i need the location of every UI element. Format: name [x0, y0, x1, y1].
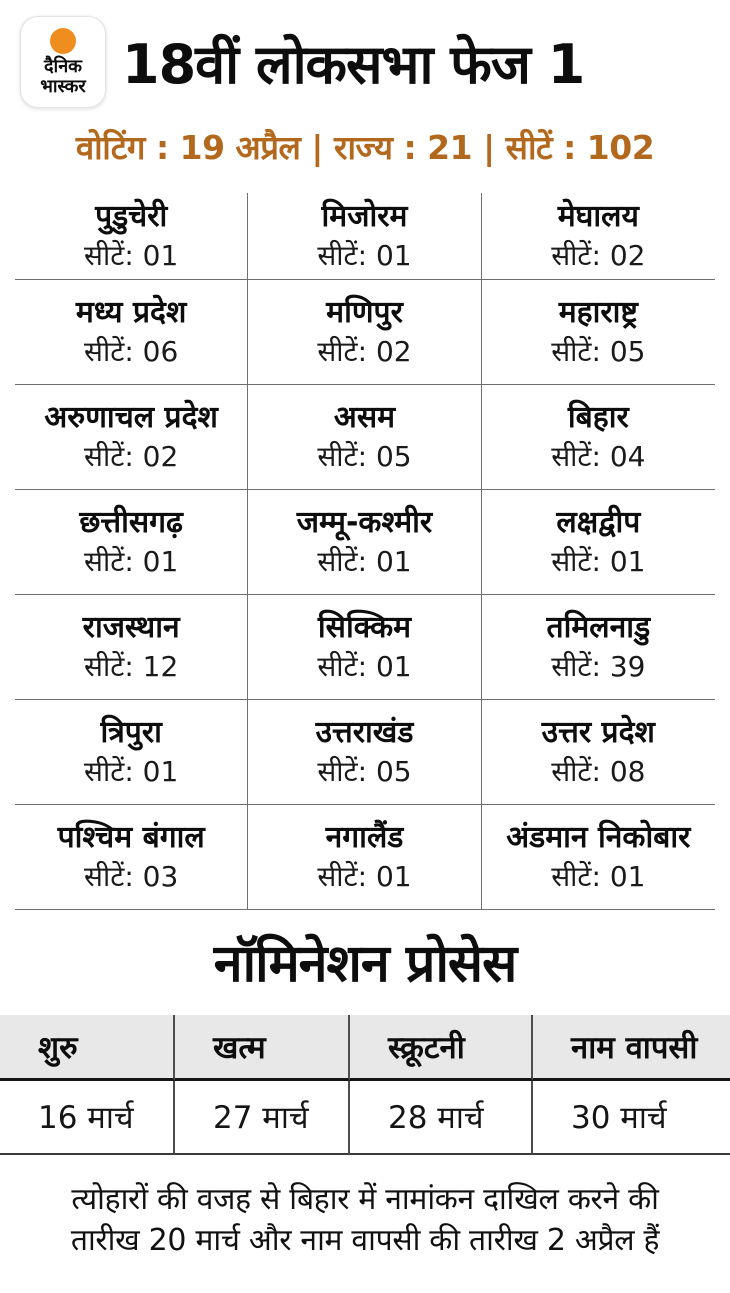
state-seats: सीटें: 05: [317, 439, 412, 473]
state-seats: सीटें: 06: [84, 334, 179, 368]
state-seats: सीटें: 01: [84, 544, 179, 578]
state-name: छत्तीसगढ़: [79, 505, 183, 541]
state-name: त्रिपुरा: [100, 715, 162, 751]
state-name: मध्य प्रदेश: [75, 295, 187, 331]
state-seats: सीटें: 02: [551, 238, 646, 272]
state-name: पुडुचेरी: [95, 199, 168, 235]
state-cell: [482, 595, 715, 700]
table-value-scrutiny: 28 मार्च: [350, 1081, 533, 1155]
state-cell: [15, 805, 248, 910]
state-seats: सीटें: 01: [317, 649, 412, 683]
nomination-table: [0, 1015, 730, 1155]
state-name: मणिपुर: [326, 295, 403, 331]
page-title: 18वीं लोकसभा फेज 1: [122, 33, 585, 96]
state-cell: [248, 193, 481, 280]
state-name: मिजोरम: [321, 199, 408, 235]
table-value-end: 27 मार्च: [175, 1081, 350, 1155]
dainik-bhaskar-logo: [20, 16, 106, 108]
state-seats: सीटें: 01: [317, 238, 412, 272]
state-seats: सीटें: 01: [317, 544, 412, 578]
logo-text-line2: भास्कर: [40, 75, 86, 97]
state-cell: [15, 700, 248, 805]
state-name: मेघालय: [557, 199, 639, 235]
logo-text: [40, 57, 86, 96]
table-header-end: खत्म: [175, 1015, 350, 1081]
state-seats: सीटें: 02: [84, 439, 179, 473]
state-cell: [15, 385, 248, 490]
state-name: तमिलनाडु: [546, 610, 651, 646]
state-name: पश्चिम बंगाल: [57, 820, 205, 856]
state-cell: [248, 805, 481, 910]
footnote-line1: त्योहारों की वजह से बिहार में नामांकन दाखिल करने की: [71, 1182, 659, 1217]
state-seats: सीटें: 01: [84, 754, 179, 788]
state-name: अरुणाचल प्रदेश: [44, 400, 218, 436]
state-cell: [482, 193, 715, 280]
state-seats: सीटें: 03: [84, 859, 179, 893]
state-seats: सीटें: 01: [317, 859, 412, 893]
state-name: असम: [333, 400, 396, 436]
logo-text-line1: दैनिक: [43, 56, 83, 78]
state-name: अंडमान निकोबार: [506, 820, 691, 856]
nomination-process-title: नॉमिनेशन प्रोसेस: [213, 934, 517, 994]
state-cell: [248, 280, 481, 385]
state-name: सिक्किम: [317, 610, 412, 646]
state-seats: सीटें: 01: [551, 544, 646, 578]
footnote: [0, 1179, 730, 1261]
state-name: महाराष्ट्र: [558, 295, 638, 331]
sun-dot-icon: [50, 28, 76, 54]
table-value-withdrawal: 30 मार्च: [533, 1081, 730, 1155]
state-cell: [482, 700, 715, 805]
state-cell: [248, 385, 481, 490]
state-seats: सीटें: 04: [551, 439, 646, 473]
state-seats: सीटें: 05: [551, 334, 646, 368]
table-header-scrutiny: स्क्रूटनी: [350, 1015, 533, 1081]
state-name: नगालैंड: [325, 820, 404, 856]
state-name: बिहार: [567, 400, 629, 436]
state-cell: [15, 595, 248, 700]
state-name: जम्मू-कश्मीर: [296, 505, 433, 541]
state-name: उत्तराखंड: [315, 715, 414, 751]
state-name: राजस्थान: [82, 610, 180, 646]
state-cell: [15, 490, 248, 595]
states-grid: [15, 193, 715, 910]
state-seats: सीटें: 08: [551, 754, 646, 788]
state-cell: [15, 280, 248, 385]
state-name: लक्षद्वीप: [556, 505, 641, 541]
state-seats: सीटें: 01: [551, 859, 646, 893]
state-cell: [482, 385, 715, 490]
state-cell: [248, 490, 481, 595]
state-seats: सीटें: 02: [317, 334, 412, 368]
state-cell: [248, 595, 481, 700]
table-header-start: शुरु: [0, 1015, 175, 1081]
state-cell: [482, 805, 715, 910]
table-value-start: 16 मार्च: [0, 1081, 175, 1155]
state-seats: सीटें: 05: [317, 754, 412, 788]
state-cell: [482, 280, 715, 385]
header: [0, 0, 730, 108]
state-cell: [482, 490, 715, 595]
voting-subtitle: वोटिंग : 19 अप्रैल | राज्य : 21 | सीटें : 102: [75, 128, 655, 167]
state-seats: सीटें: 12: [84, 649, 179, 683]
table-header-withdrawal: नाम वापसी: [533, 1015, 730, 1081]
state-name: उत्तर प्रदेश: [541, 715, 655, 751]
state-cell: [248, 700, 481, 805]
footnote-line2: तारीख 20 मार्च और नाम वापसी की तारीख 2 अप्रैल हैं: [70, 1223, 660, 1259]
state-cell: [15, 193, 248, 280]
state-seats: सीटें: 01: [84, 238, 179, 272]
state-seats: सीटें: 39: [551, 649, 646, 683]
